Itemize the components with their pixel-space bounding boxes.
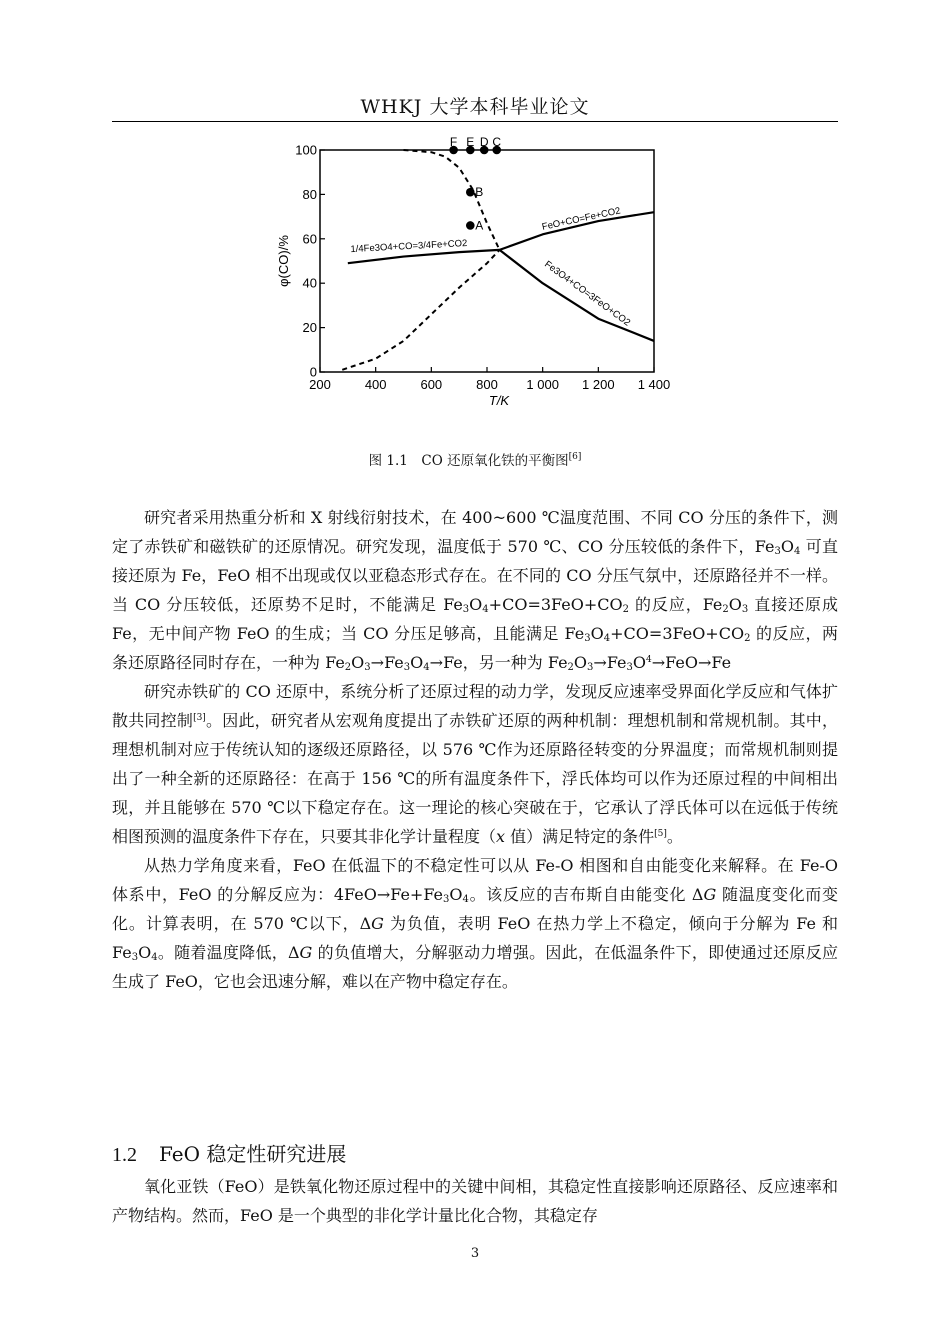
series-line-3 <box>342 250 499 370</box>
y-tick-label: 40 <box>302 275 317 291</box>
header-rule <box>112 121 838 122</box>
point-label: C <box>492 135 502 149</box>
x-axis-label: T/K <box>488 393 510 408</box>
y-tick-label: 60 <box>302 231 317 247</box>
x-tick-label: 400 <box>364 377 387 392</box>
equilibrium-figure <box>270 130 670 420</box>
body-text <box>112 503 838 996</box>
y-tick-label: 20 <box>302 320 317 336</box>
x-tick-label: 1 000 <box>526 377 559 392</box>
figure-caption-ref: [6] <box>568 452 582 462</box>
x-tick-label: 800 <box>476 377 498 392</box>
y-axis-label: φ(CO)/% <box>276 235 291 287</box>
y-tick-label: 80 <box>302 186 317 202</box>
series-label: 1/4Fe3O4+CO=3/4Fe+CO2 <box>350 238 468 256</box>
point-label: F <box>449 135 458 149</box>
point-label: D <box>479 135 489 149</box>
series-label: FeO+CO=Fe+CO2 <box>541 205 622 233</box>
y-tick-label: 100 <box>295 142 317 158</box>
point-label: A <box>475 218 484 233</box>
series-line-4 <box>404 150 500 250</box>
point-label: E <box>466 135 475 149</box>
x-tick-label: 200 <box>309 377 331 392</box>
page-header: WHKJ 大学本科毕业论文 <box>360 96 590 118</box>
series-line-2 <box>500 250 654 341</box>
section-number: 1.2 <box>112 1144 137 1166</box>
section-heading <box>112 1138 346 1167</box>
series-label: Fe3O4+CO=3FeO+CO2 <box>542 258 633 329</box>
paragraph-4: 氧化亚铁（FeO）是铁氧化物还原过程中的关键中间相，其稳定性直接影响还原路径、反应速率和产物结构。然而，FeO 是一个典型的非化学计量比化合物，其稳定存 <box>112 1177 838 1225</box>
body-text-2 <box>112 1172 838 1230</box>
page-number: 3 <box>470 1246 480 1261</box>
section-title-text: FeO 稳定性研究进展 <box>159 1142 347 1166</box>
figure-caption <box>0 449 950 469</box>
x-tick-label: 600 <box>420 377 443 392</box>
point-B <box>466 188 475 197</box>
paragraph-2: 研究赤铁矿的 CO 还原中，系统分析了还原过程的动力学，发现反应速率受界面化学反应和气体扩散共同控制[3]。因此，研究者从宏观角度提出了赤铁矿还原的两种机制：理想机制和常规机制。其中，理想机制对应于传统认知的逐级还原路径，以 576 ℃作为还原路径转变的分界温度；而常规机制则提出了一种全新的还原路径：在高于 156 ℃的所有温度条件下，浮氏体均可以作为还原过程的中间相出现，并且能够在 570 ℃以下稳定存在。这一理论的核心突破在于，它承认了浮氏体可以在远低于传统相图预测的温度条件下存在，只要其非化学计量程度（x 值）满足特定的条件[5]。 <box>112 682 838 846</box>
equilibrium-chart <box>270 130 670 420</box>
paragraph-3: 从热力学角度来看，FeO 在低温下的不稳定性可以从 Fe-O 相图和自由能变化来解释。在 Fe-O 体系中，FeO 的分解反应为：$4FeO\to Fe+Fe_3O_4$。该反应的吉布斯自由能变化 ΔG 随温度变化而变化。计算表明，在 570 ℃以下，ΔG 为负值，表明 FeO 在热力学上不稳定，倾向于分解为 Fe 和 $Fe_3O_4$。随着温度降低，ΔG 的负值增大，分解驱动力增强。因此，在低温条件下，即使通过还原反应生成了 FeO，它也会迅速分解，难以在产物中稳定存在。 <box>112 856 838 991</box>
x-tick-label: 1 200 <box>582 377 615 392</box>
figure-caption-text: 图 1.1 CO 还原氧化铁的平衡图 <box>368 453 569 469</box>
paragraph-1: 研究者采用热重分析和 X 射线衍射技术，在 400~600 ℃温度范围、不同 CO 分压的条件下，测定了赤铁矿和磁铁矿的还原情况。研究发现，温度低于 570 ℃、CO 分压较低的条件下，$Fe_3O_4$ 可直接还原为 Fe，FeO 相不出现或仅以亚稳态形式存在。在不同的 CO 分压气氛中，还原路径并不一样。当 CO 分压较低，还原势不足时，不能满足 $Fe_3O_4+CO=3FeO+CO_2$ 的反应，$Fe_2O_3$ 直接还原成 Fe，无中间产物 FeO 的生成；当 CO 分压足够高，且能满足 $Fe_3O_4+CO=3FeO+CO_2$ 的反应，两条还原路径同时存在，一种为 $Fe_2O_3\to Fe_3O_4\to Fe$，另一种为 $Fe_2O_3\to Fe_3O^4\to FeO\to Fe$ <box>112 508 838 673</box>
point-A <box>466 221 475 230</box>
point-label: B <box>475 185 484 200</box>
y-tick-label: 0 <box>309 364 317 380</box>
x-tick-label: 1 400 <box>637 377 670 392</box>
